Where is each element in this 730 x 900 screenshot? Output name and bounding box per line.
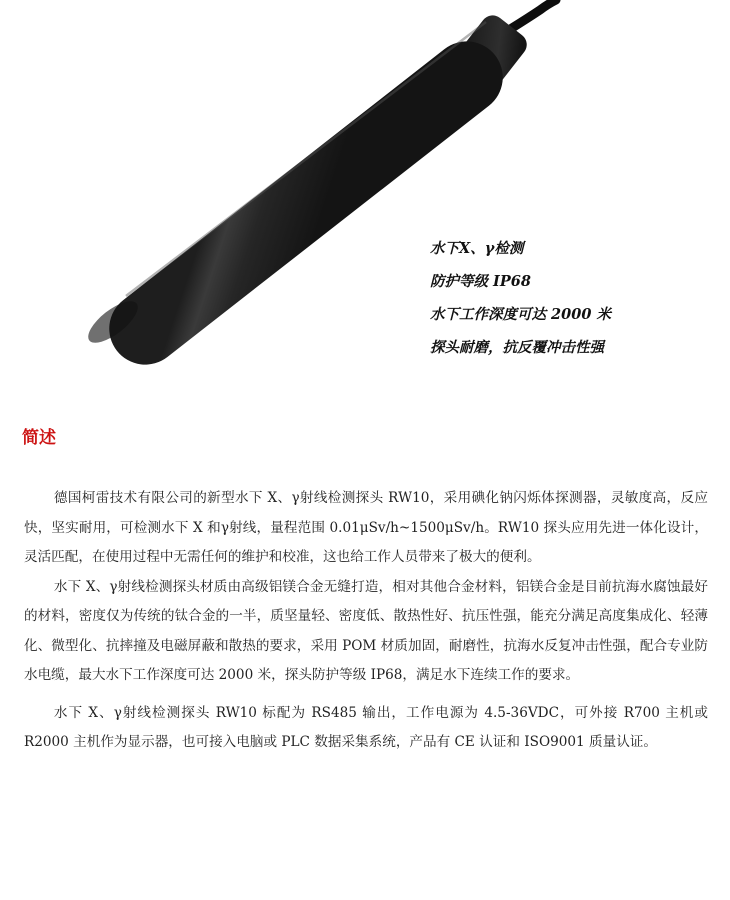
section-title: 简述 bbox=[22, 428, 56, 448]
description-paragraph: 水下 X、γ射线检测探头 RW10 标配为 RS485 输出，工作电源为 4.5-36VDC，可外接 R700 主机或 R2000 主机作为显示器，也可接入电脑或 PLC 数据采集系统，产品有 CE 认证和 ISO9001 质量认证。 bbox=[24, 704, 708, 750]
feature-item: 探头耐磨，抗反覆冲击性强 bbox=[430, 339, 604, 356]
product-hero bbox=[0, 0, 730, 400]
feature-item: 防护等级 IP68 bbox=[430, 273, 531, 290]
description-body bbox=[24, 484, 708, 758]
description-paragraph: 水下 X、γ射线检测探头材质由高级铝镁合金无缝打造，相对其他合金材料，铝镁合金是目前抗海水腐蚀最好的材料，密度仅为传统的钛合金的一半，质坚量轻、密度低、散热性好、抗压性强，能充分满足高度集成化、轻薄化、微型化、抗摔撞及电磁屏蔽和散热的要求，采用 POM 材质加固，耐磨性，抗海水反复冲击性强，配合专业防水电缆，最大水下工作深度可达 2000 米，探头防护等级 IP68，满足水下连续工作的要求。 bbox=[24, 578, 708, 683]
description-paragraph: 德国柯雷技术有限公司的新型水下 X、γ射线检测探头 RW10，采用碘化钠闪烁体探测器，灵敏度高，反应快，坚实耐用，可检测水下 X 和γ射线，量程范围 0.01μSv/h~1500μSv/h。RW10 探头应用先进一体化设计，灵活匹配，在使用过程中无需任何的维护和校准，这也给工作人员带来了极大的便利。 bbox=[24, 490, 708, 565]
feature-item: 水下X、γ检测 bbox=[430, 240, 524, 257]
feature-list bbox=[430, 232, 720, 364]
feature-item: 水下工作深度可达 2000 米 bbox=[430, 306, 611, 323]
cable-icon bbox=[512, 0, 556, 28]
